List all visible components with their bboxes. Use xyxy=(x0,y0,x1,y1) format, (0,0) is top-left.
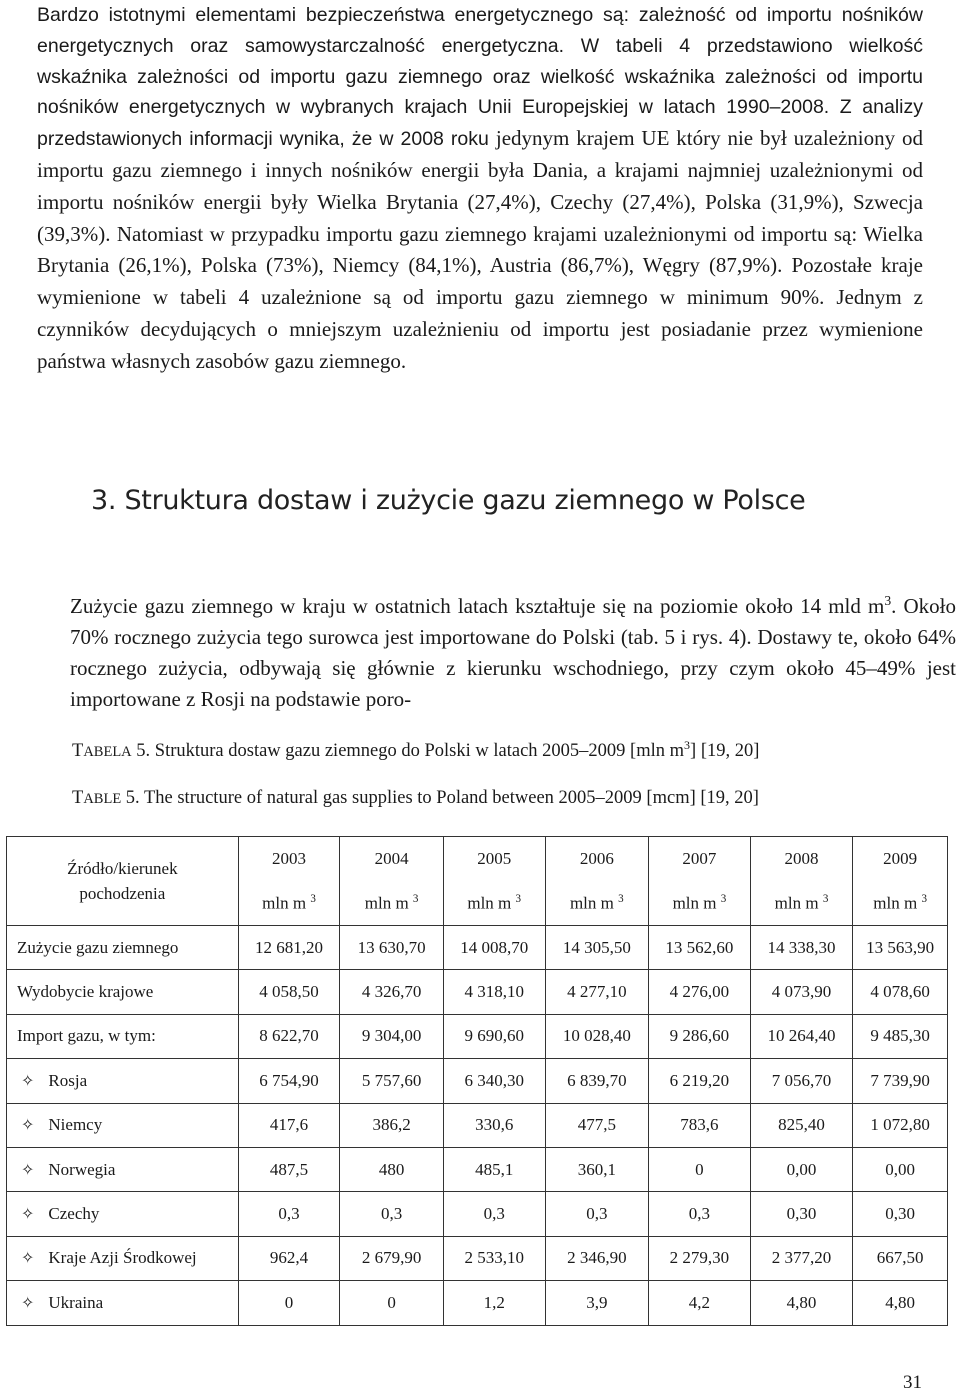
row-label xyxy=(7,1103,239,1147)
table-cell: 9 690,60 xyxy=(443,1014,545,1058)
table-cell: 2 679,90 xyxy=(340,1236,444,1280)
body-paragraph-1 xyxy=(37,0,923,378)
table-cell: 10 028,40 xyxy=(545,1014,649,1058)
table-caption-polish xyxy=(72,738,759,762)
table-row xyxy=(7,1059,948,1103)
table-cell: 6 839,70 xyxy=(545,1059,649,1103)
diamond-bullet-icon: ✧ xyxy=(21,1161,35,1179)
row-label xyxy=(7,1281,239,1325)
paragraph-1-intro: Bardzo istotnymi elementami bezpieczeństwa energetycznego są: zależność od importu nośników energetycznych oraz samowystarczalność energetyczna. W tabeli 4 przedstawiono wielkość wskaźnika zależności od importu gazu ziemnego oraz wielkość wskaźnika zależności od importu nośników energetycznych w wybranych krajach Unii Europejskiej w latach 1990–2008. Z analizy przedstawionych informacji wynika, że w 2008 roku xyxy=(37,4,923,151)
table-cell: 14 338,30 xyxy=(750,926,853,970)
table-row xyxy=(7,1147,948,1191)
table-cell: 480 xyxy=(340,1147,444,1191)
table-cell: 0,3 xyxy=(649,1192,751,1236)
table-cell: 0 xyxy=(340,1281,444,1325)
table-cell: 4,2 xyxy=(649,1281,751,1325)
header-unit xyxy=(750,881,853,926)
unit-sup: 3 xyxy=(618,892,624,905)
row-label xyxy=(7,1192,239,1236)
header-unit xyxy=(853,881,948,926)
table-cell: 7 739,90 xyxy=(853,1059,948,1103)
diamond-bullet-icon: ✧ xyxy=(21,1117,35,1135)
body-paragraph-2 xyxy=(37,585,956,715)
row-label xyxy=(7,1014,239,1058)
table-cell: 330,6 xyxy=(443,1103,545,1147)
unit-text: mln m xyxy=(467,893,512,913)
table-caption-english xyxy=(72,788,759,809)
table-cell: 8 622,70 xyxy=(238,1014,340,1058)
table-cell: 2 377,20 xyxy=(750,1236,853,1280)
row-label-text: Norwegia xyxy=(48,1159,116,1179)
table-row xyxy=(7,970,948,1014)
header-year: 2007 xyxy=(649,837,751,882)
header-source-label: Źródło/kierunek pochodzenia xyxy=(7,837,239,926)
table-cell: 9 304,00 xyxy=(340,1014,444,1058)
row-label-text: Zużycie gazu ziemnego xyxy=(17,937,179,957)
row-label xyxy=(7,1059,239,1103)
table-cell: 4,80 xyxy=(750,1281,853,1325)
unit-text: mln m xyxy=(569,893,614,913)
row-label-text: Niemcy xyxy=(48,1115,103,1135)
table-cell: 10 264,40 xyxy=(750,1014,853,1058)
table-cell: 0,3 xyxy=(545,1192,649,1236)
unit-text: mln m xyxy=(873,893,918,913)
table-cell: 5 757,60 xyxy=(340,1059,444,1103)
table-cell: 4 073,90 xyxy=(750,970,853,1014)
table-cell: 2 279,30 xyxy=(649,1236,751,1280)
table-row xyxy=(7,1103,948,1147)
table-cell: 4 277,10 xyxy=(545,970,649,1014)
table-cell: 13 563,90 xyxy=(853,926,948,970)
header-unit xyxy=(443,881,545,926)
unit-sup: 3 xyxy=(921,892,927,905)
row-label xyxy=(7,970,239,1014)
header-year: 2004 xyxy=(340,837,444,882)
row-label xyxy=(7,926,239,970)
unit-sup: 3 xyxy=(822,892,829,905)
table-cell: 386,2 xyxy=(340,1103,444,1147)
caption-pl-label-rest: ABELA xyxy=(83,744,132,761)
paragraph-2-part2: . Około 70% rocznego zużycia tego surowca jest importowane do Polski (tab. 5 i rys. 4). Dostawy te, około 64% rocznego zużycia, odbywają się głównie z kierunku wschodniego, przy czym około 45–49% jest importowane z Rosji na podstawie poro- xyxy=(70,594,956,711)
row-label xyxy=(7,1236,239,1280)
table-cell: 4 078,60 xyxy=(853,970,948,1014)
table-cell: 0,3 xyxy=(340,1192,444,1236)
table-cell: 4,80 xyxy=(853,1281,948,1325)
table-cell: 0,3 xyxy=(238,1192,340,1236)
header-unit xyxy=(340,881,444,926)
caption-pl-label-first: T xyxy=(72,741,84,762)
table-cell: 9 286,60 xyxy=(649,1014,751,1058)
unit-text: mln m xyxy=(262,893,307,913)
table-cell: 4 326,70 xyxy=(340,970,444,1014)
table-cell: 0 xyxy=(238,1281,340,1325)
header-year: 2009 xyxy=(853,837,948,882)
table-cell: 0 xyxy=(649,1147,751,1191)
table-cell: 1,2 xyxy=(443,1281,545,1325)
caption-pl-text: 5. Struktura dostaw gazu ziemnego do Polski w latach 2005–2009 [mln m xyxy=(131,741,685,762)
gas-supply-table xyxy=(6,836,948,1326)
table-row xyxy=(7,926,948,970)
table-row xyxy=(7,1236,948,1280)
table-row xyxy=(7,1192,948,1236)
table-cell: 360,1 xyxy=(545,1147,649,1191)
row-label-text: Ukraina xyxy=(48,1292,104,1312)
diamond-bullet-icon: ✧ xyxy=(21,1294,35,1312)
paragraph-2-part1: Zużycie gazu ziemnego w kraju w ostatnich latach kształtuje się na poziomie około 14 mld m xyxy=(70,594,885,618)
paragraph-1-rest: jedynym krajem UE który nie był uzależniony od importu gazu ziemnego i innych nośników energii była Dania, a krajami najmniej uzależnionymi od importu nośników energii były Wielka Brytania (27,4%), Czechy (27,4%), Polska (31,9%), Szwecja (39,3%). Natomiast w przypadku importu gazu ziemnego krajami uzależnionymi od importu są: Wielka Brytania (26,1%), Polska (73%), Niemcy (84,1%), Austria (86,7%), Węgry (87,9%). Pozostałe kraje wymienione w tabeli 4 uzależnione są od importu gazu ziemnego w minimum 90%. Jednym z czynników decydujących o mniejszym uzależnieniu od importu jest posiadanie przez wymienione państwa własnych zasobów gazu ziemnego. xyxy=(37,126,923,373)
table-cell: 6 340,30 xyxy=(443,1059,545,1103)
row-label-text: Wydobycie krajowe xyxy=(17,982,154,1002)
row-label-text: Kraje Azji Środkowej xyxy=(48,1248,197,1268)
table-cell: 417,6 xyxy=(238,1103,340,1147)
table-cell: 13 630,70 xyxy=(340,926,444,970)
table-cell: 4 276,00 xyxy=(649,970,751,1014)
unit-text: mln m xyxy=(774,893,819,913)
row-label-text: Import gazu, w tym: xyxy=(17,1026,156,1046)
table-cell: 14 008,70 xyxy=(443,926,545,970)
table-cell: 0,00 xyxy=(750,1147,853,1191)
table-cell: 0,3 xyxy=(443,1192,545,1236)
paragraph-2-sup: 3 xyxy=(884,593,892,608)
unit-sup: 3 xyxy=(720,892,727,905)
header-unit xyxy=(545,881,649,926)
table-cell: 825,40 xyxy=(750,1103,853,1147)
table-cell: 1 072,80 xyxy=(853,1103,948,1147)
table-cell: 2 533,10 xyxy=(443,1236,545,1280)
table-cell: 0,30 xyxy=(750,1192,853,1236)
table-row xyxy=(7,1014,948,1058)
caption-pl-text-end: ] [19, 20] xyxy=(690,741,760,762)
table-cell: 667,50 xyxy=(853,1236,948,1280)
diamond-bullet-icon: ✧ xyxy=(21,1072,35,1090)
table-cell: 3,9 xyxy=(545,1281,649,1325)
row-label-text: Rosja xyxy=(48,1070,88,1090)
table-body xyxy=(7,837,948,1326)
caption-en-text: 5. The structure of natural gas supplies to Poland between 2005–2009 [mcm] [19, 20] xyxy=(121,788,759,808)
table-cell: 6 219,20 xyxy=(649,1059,751,1103)
table-cell: 4 058,50 xyxy=(238,970,340,1014)
row-label-text: Czechy xyxy=(48,1204,100,1224)
table-row xyxy=(7,1281,948,1325)
table-cell: 487,5 xyxy=(238,1147,340,1191)
unit-text: mln m xyxy=(672,893,717,913)
table-cell: 0,00 xyxy=(853,1147,948,1191)
header-year: 2008 xyxy=(750,837,853,882)
table-cell: 13 562,60 xyxy=(649,926,751,970)
header-year: 2003 xyxy=(238,837,340,882)
page-number: 31 xyxy=(903,1372,922,1393)
table-cell: 485,1 xyxy=(443,1147,545,1191)
table-cell: 9 485,30 xyxy=(853,1014,948,1058)
table-cell: 14 305,50 xyxy=(545,926,649,970)
caption-pl-sup: 3 xyxy=(684,738,691,752)
header-unit xyxy=(649,881,751,926)
header-row-years xyxy=(7,837,948,882)
diamond-bullet-icon: ✧ xyxy=(21,1250,35,1268)
table-cell: 962,4 xyxy=(238,1236,340,1280)
header-year: 2005 xyxy=(443,837,545,882)
header-unit xyxy=(238,881,340,926)
diamond-bullet-icon: ✧ xyxy=(21,1206,35,1224)
table-cell: 2 346,90 xyxy=(545,1236,649,1280)
table-cell: 783,6 xyxy=(649,1103,751,1147)
header-year: 2006 xyxy=(545,837,649,882)
table-cell: 6 754,90 xyxy=(238,1059,340,1103)
row-label xyxy=(7,1147,239,1191)
caption-en-label-first: T xyxy=(72,788,84,808)
unit-sup: 3 xyxy=(412,892,419,905)
unit-text: mln m xyxy=(364,893,409,913)
caption-en-label-rest: ABLE xyxy=(83,791,122,807)
section-heading: 3. Struktura dostaw i zużycie gazu ziemnego w Polsce xyxy=(91,485,806,516)
table-cell: 12 681,20 xyxy=(238,926,340,970)
unit-sup: 3 xyxy=(310,892,316,905)
table-cell: 4 318,10 xyxy=(443,970,545,1014)
table-cell: 0,30 xyxy=(853,1192,948,1236)
unit-sup: 3 xyxy=(515,892,522,905)
table-cell: 7 056,70 xyxy=(750,1059,853,1103)
table-cell: 477,5 xyxy=(545,1103,649,1147)
